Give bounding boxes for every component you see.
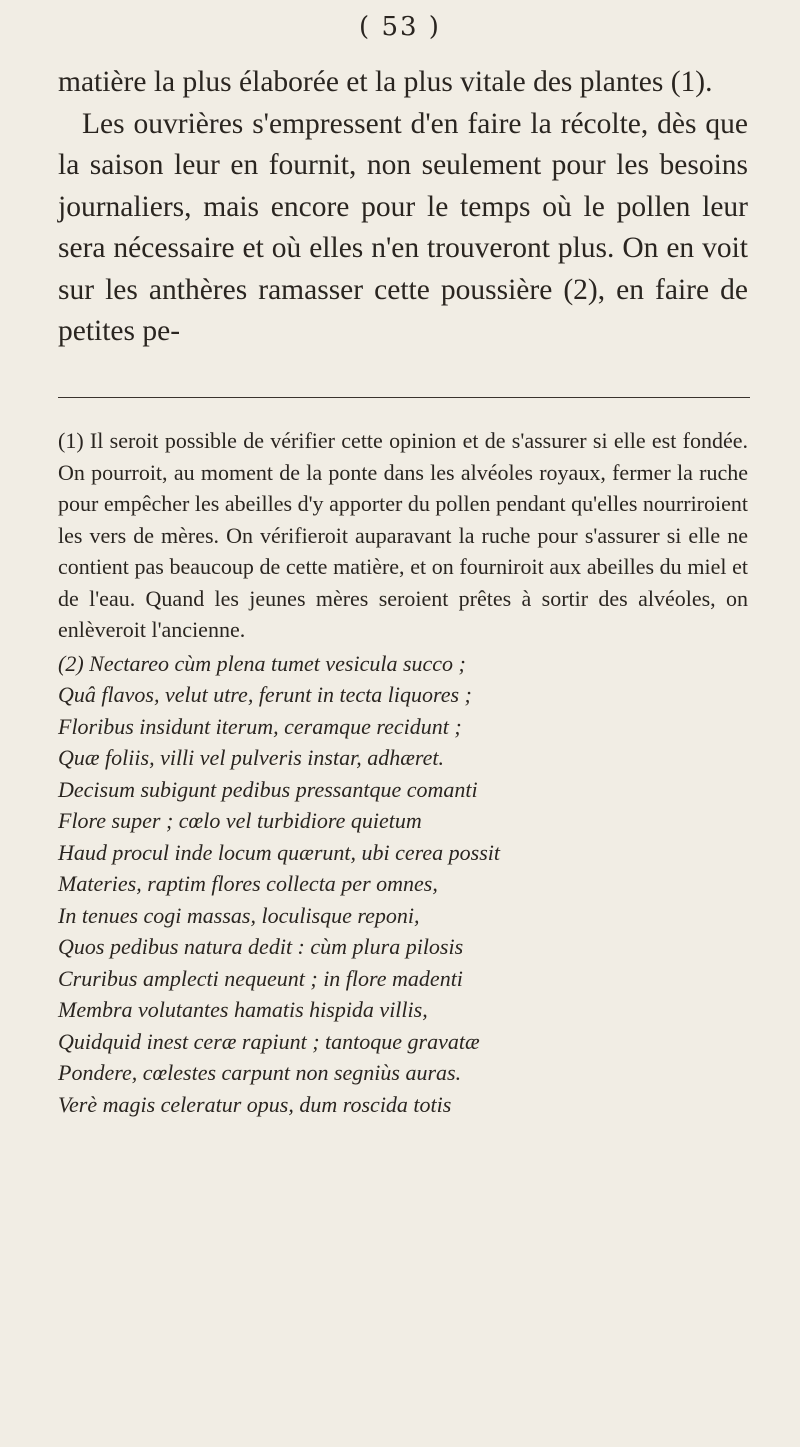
paragraph-1: matière la plus élaborée et la plus vitale des plantes (1). (58, 66, 713, 98)
verse-line: Cruribus amplecti nequeunt ; in flore madenti (58, 965, 463, 991)
footnote-1: (1) Il seroit possible de vérifier cette opinion et de s'assurer si elle est fondée. On pourroit, au moment de la ponte dans les alvéoles royaux, fermer la ruche pour empêcher les abeilles d'y apporter du pollen pendant qu'elles nourriroient les vers de mères. On vérifieroit auparavant la ruche pour s'assurer si elle ne contient pas beaucoup de cette matière, et on fourniroit aux abeilles du miel et de l'eau. Quand les jeunes mères seroient prêtes à sortir des alvéoles, on enlèveroit l'ancienne. (58, 428, 748, 642)
footnote-2-marker: (2) (58, 650, 84, 676)
verse-line: Materies, raptim flores collecta per omnes, (58, 871, 438, 896)
verse-line: Quidquid inest ceræ rapiunt ; tantoque gravatæ (58, 1028, 480, 1054)
paragraph-2: Les ouvrières s'empressent d'en faire la récolte, dès que la saison leur en fournit, non seulement pour les besoins journaliers, mais encore pour le temps où le pollen leur sera nécessaire et où elles n'en trouveront plus. On en voit sur les anthères ramasser cette poussière (2), en faire de petites pe- (58, 107, 748, 347)
verse-line-1-text: Nectareo cùm plena tumet vesicula succo ; (89, 650, 466, 676)
main-text (58, 62, 748, 353)
verse-line: Verè magis celeratur opus, dum roscida totis (58, 1091, 452, 1117)
verse-line: Membra volutantes hamatis hispida villis, (58, 997, 428, 1022)
verse-line: Flore super ; cœlo vel turbidiore quietum (58, 808, 422, 833)
verse-line: Quos pedibus natura dedit : cùm plura pilosis (58, 934, 464, 959)
verse-line: Quæ foliis, villi vel pulveris instar, adhæret. (58, 745, 445, 770)
verse-line: In tenues cogi massas, loculisque reponi, (58, 902, 420, 928)
footnote-2-verse (58, 648, 748, 1121)
verse-line: Haud procul inde locum quærunt, ubi cerea possit (58, 839, 500, 865)
verse-line: Quâ flavos, velut utre, ferunt in tecta liquores ; (58, 682, 472, 707)
verse-line: Pondere, cœlestes carpunt non segniùs auras. (58, 1060, 462, 1085)
page-number: ( 53 ) (359, 12, 441, 42)
footnote-divider (58, 397, 750, 398)
verse-line-1 (58, 648, 748, 680)
footnotes (58, 425, 748, 1120)
verse-line: Decisum subigunt pedibus pressantque comanti (58, 776, 478, 802)
verse-line: Floribus insidunt iterum, ceramque recidunt ; (58, 713, 462, 739)
